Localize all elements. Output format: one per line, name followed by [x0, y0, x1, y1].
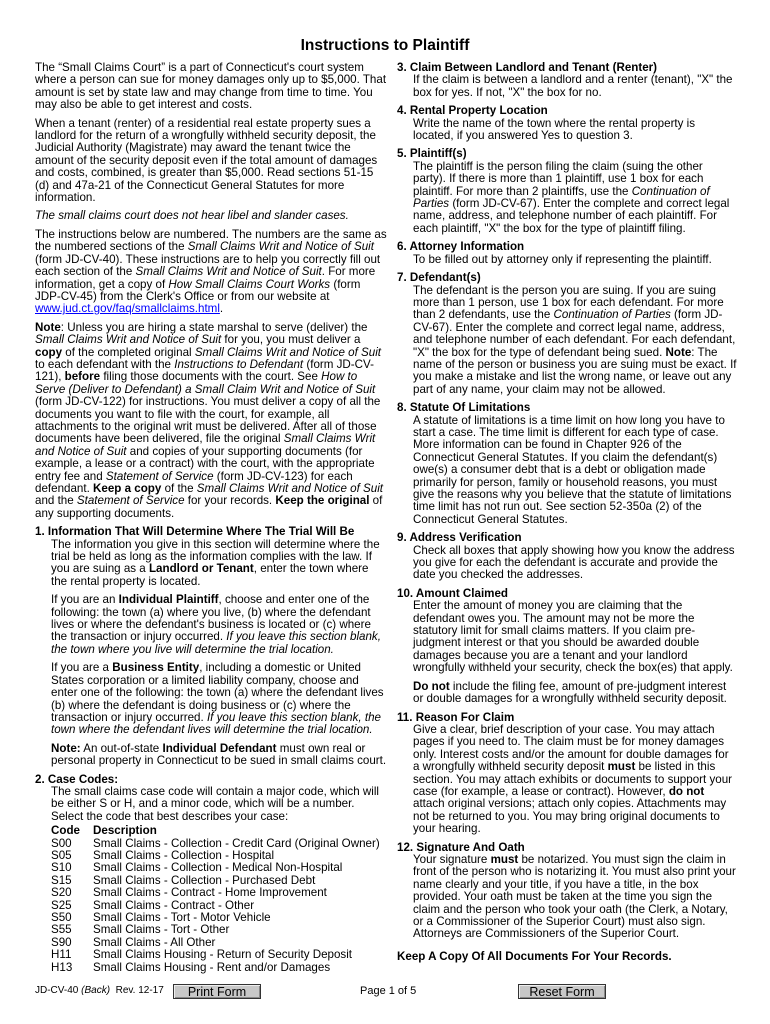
- case-code: S55: [51, 923, 72, 937]
- right-sections: [397, 62, 737, 941]
- text-run: Individual Plaintiff: [118, 593, 219, 607]
- text-run: : The name of the person or business you are suing must be exact. If you make a mistake and list the wrong name, or leave out any part of any name, your claim may not be allowed.: [413, 345, 737, 396]
- text-run: (form JD-CV-67). Enter the complete and correct legal name, address, and telephone number of each defendant. For each defendant, "X" the box for the type of defendant being sued.: [413, 308, 736, 359]
- text-run: The small claims court does not hear libel and slander cases.: [35, 209, 349, 223]
- text-run: Keep a copy: [93, 482, 162, 495]
- text-run: Note: [665, 345, 692, 359]
- section-body: [413, 724, 737, 836]
- text-run: and copies of your supporting documents (for example, a lease or a contract) with the court, with the appropriate entry fee and: [35, 444, 375, 483]
- section-heading: 9. Address Verification: [397, 531, 522, 545]
- section-body: [413, 254, 737, 266]
- text-run: (form JD-CV-40). These instructions are to help you correctly fill out each section of the: [35, 252, 381, 279]
- text-run: of any supporting documents.: [35, 494, 383, 520]
- intro-text: [35, 62, 387, 520]
- case-description: Small Claims - Contract - Home Improvement: [93, 886, 327, 900]
- text-run: Keep the original: [275, 494, 370, 508]
- text-run: include the filing fee, amount of pre-judgment interest or double damages for a wrongfully withheld security deposit.: [413, 679, 727, 706]
- case-code-row: [51, 949, 380, 961]
- section-heading: 6. Attorney Information: [397, 240, 525, 254]
- text-run: to each defendant with the: [35, 357, 175, 371]
- section: [397, 62, 737, 99]
- case-description: Small Claims - All Other: [93, 935, 216, 949]
- paragraph: [413, 118, 737, 143]
- text-run: for your records.: [184, 494, 276, 508]
- section-heading: 7. Defendant(s): [397, 271, 481, 285]
- case-description: Small Claims - Collection - Hospital: [93, 848, 275, 862]
- page-number: Page 1 of 5: [360, 985, 417, 997]
- code-header: Code: [51, 824, 80, 838]
- text-run: for you, you must deliver a: [221, 333, 361, 347]
- text-run: must: [490, 852, 519, 866]
- description-header: Description: [93, 824, 157, 838]
- section-body: [413, 118, 737, 143]
- text-run: , enter the town where the rental property is located.: [51, 562, 369, 588]
- paragraph: [51, 662, 387, 736]
- section-body: [413, 415, 737, 527]
- text-run: must: [607, 760, 636, 774]
- section: [35, 526, 387, 767]
- case-code-row: [51, 862, 380, 874]
- section: [397, 148, 737, 235]
- case-description: Small Claims - Tort - Other: [93, 923, 230, 937]
- text-run: Statement of Service: [76, 494, 185, 508]
- section-body: [413, 74, 737, 99]
- text-run: (form JD-CV-67). Enter the complete and correct legal name, address, and telephone number of each plaintiff. For each plaintiff, "X" the box for the type of plaintiff filing.: [413, 197, 730, 235]
- paragraph: [413, 74, 737, 99]
- case-code: S50: [51, 911, 72, 924]
- text-run: If you leave this section blank, the town where you live will determine the trial location.: [51, 630, 381, 656]
- case-description: Small Claims - Collection - Credit Card (Original Owner): [93, 836, 380, 850]
- case-codes: [51, 825, 387, 974]
- text-run: How to Serve (Deliver to Defendant) a Small Claim Writ and Notice of Suit: [35, 370, 376, 396]
- text-run: and the: [35, 494, 77, 508]
- text-run: Continuation of Parties: [553, 308, 671, 322]
- text-run: Small Claims Writ and Notice of Suit: [196, 482, 383, 495]
- section: [397, 532, 737, 582]
- text-run: (form JD-CV-122) for instructions. You must deliver a copy of all the documents you want to file with the court, for example, all attachments to the original writ must be delivered. After all of those documents have been delivered, file the original: [35, 395, 381, 446]
- text-run: To be filled out by attorney only if representing the plaintiff.: [413, 252, 712, 266]
- section-body: [413, 161, 737, 235]
- case-code: H13: [51, 960, 73, 974]
- case-code-row: [51, 887, 380, 899]
- case-description: Small Claims - Collection - Purchased Debt: [93, 873, 316, 887]
- text-run: Small Claims Writ and Notice of Suit: [35, 333, 222, 347]
- paragraph: [413, 545, 737, 582]
- paragraph: [35, 62, 387, 112]
- text-run: Small Claims Writ and Notice of Suit: [187, 240, 374, 254]
- text-run: The plaintiff is the person filing the claim (suing the other party). If there is more than 1 plaintiff, use 1 box for each plaintiff. For more than 2 plaintiffs, use the: [413, 159, 704, 198]
- case-code: S15: [51, 873, 72, 887]
- paragraph: [413, 161, 737, 235]
- paragraph: [413, 681, 737, 706]
- section: [397, 842, 737, 941]
- right-column: [397, 62, 737, 963]
- text-run: (form JDP-CV-45) from the Clerk's Office or from our website at: [35, 277, 361, 303]
- section: [35, 774, 387, 824]
- case-code: S20: [51, 886, 72, 900]
- section-heading: 5. Plaintiff(s): [397, 147, 467, 161]
- text-run: If the claim is between a landlord and a renter (tenant), "X" the box for yes. If not, "X" the box for no.: [413, 73, 733, 99]
- text-run: (form JD-CV-123) for each defendant.: [35, 469, 353, 495]
- case-code-row: [51, 962, 380, 974]
- form-side: (Back): [81, 985, 111, 996]
- reset-form-button[interactable]: Reset Form: [518, 984, 606, 999]
- section-body: [413, 600, 737, 705]
- text-run: The “Small Claims Court” is a part of Connecticut's court system where a person can sue for money damages only up to $5,000. That amount is set by state law and may change from time to time. You may also be able to get interest and costs.: [35, 61, 387, 112]
- section: [397, 402, 737, 526]
- text-run: (form JD-CV-121),: [35, 357, 374, 384]
- left-column: [35, 62, 387, 974]
- text-run: Small Claims Writ and Notice of Suit: [135, 265, 322, 279]
- paragraph: [35, 322, 387, 521]
- section-body: [413, 545, 737, 582]
- case-code: S10: [51, 861, 72, 875]
- text-run: Write the name of the town where the rental property is located, if you answered Yes to question 3.: [413, 116, 696, 143]
- text-run: Small Claims Writ and Notice of Suit: [35, 432, 376, 458]
- print-form-button[interactable]: Print Form: [173, 984, 261, 999]
- text-run: When a tenant (renter) of a residential real estate property sues a landlord for the return of a wrongfully withheld security deposit, the Judicial Authority (Magistrate) may award the tenant twice the amount of the security deposit even if the total amount of damages and costs, combined, is greater than $5,000. Read sections 51-15 (d) and 47a-21 of the Connecticut General Statutes for more information.: [35, 116, 378, 205]
- text-run: An out-of-state: [80, 741, 163, 755]
- form-revision: Rev. 12-17: [115, 985, 164, 996]
- case-description: Small Claims - Tort - Motor Vehicle: [93, 911, 271, 924]
- text-run: If you leave this section blank, the town where the defendant lives will determine the trial location.: [51, 710, 381, 737]
- paragraph: [51, 539, 387, 589]
- text-run: .: [219, 302, 224, 316]
- section-heading: 4. Rental Property Location: [397, 104, 548, 118]
- text-run: do not: [668, 784, 705, 798]
- case-description: Small Claims - Contract - Other: [93, 898, 255, 912]
- final-note: Keep A Copy Of All Documents For Your Records.: [397, 949, 672, 963]
- website-link[interactable]: www.jud.ct.gov/faq/smallclaims.html: [35, 302, 220, 316]
- form-id: [35, 985, 164, 997]
- section-heading: 11. Reason For Claim: [397, 710, 515, 724]
- section-heading: 12. Signature And Oath: [397, 840, 525, 854]
- paragraph: [35, 118, 387, 205]
- text-run: Landlord or Tenant: [148, 562, 254, 576]
- text-run: copy: [35, 345, 63, 359]
- text-run: : Unless you are hiring a state marshal to serve (deliver) the: [60, 320, 368, 334]
- text-run: Business Entity: [112, 661, 200, 675]
- case-code-row: [51, 924, 380, 936]
- left-sections: [35, 526, 387, 823]
- text-run: Instructions to Defendant: [174, 357, 304, 371]
- case-codes-table: [51, 825, 380, 974]
- section: [397, 588, 737, 706]
- text-run: How Small Claims Court Works: [168, 277, 331, 291]
- section-heading: 1. Information That Will Determine Where The Trial Will Be: [35, 525, 355, 539]
- page-title: Instructions to Plaintiff: [300, 37, 470, 54]
- case-description: Small Claims - Collection - Medical Non-Hospital: [93, 861, 343, 875]
- text-run: The information you give in this section will determine where the trial be held as long as the information complies with the law. If you are suing as a: [51, 537, 380, 576]
- text-run: Statement of Service: [105, 469, 214, 483]
- text-run: Note:: [51, 741, 81, 755]
- paragraph: [413, 724, 737, 836]
- section-body: [51, 786, 387, 823]
- form-number: JD-CV-40: [35, 985, 79, 996]
- section-heading: 2. Case Codes:: [35, 772, 119, 786]
- section: [397, 241, 737, 266]
- text-run: filing those documents with the court. See: [100, 370, 322, 384]
- paragraph: [35, 229, 387, 316]
- text-run: attach original versions; attach only copies. Attachments may not be returned to you. You may bring original documents to your hearing.: [413, 797, 727, 836]
- text-run: be notarized. You must sign the claim in front of the person who is notarizing it. You must also print your name clearly and your title, if you have a title, in the box provided. Your oath must be taken at the time you sign the claim and the person who took your oath (the Clerk, a Notary, or a Commissioner of the Superior Court) must also sign. Attorneys are Commissioners of the Superior Court.: [413, 852, 736, 941]
- text-run: Small Claims Writ and Notice of Suit: [194, 345, 382, 359]
- paragraph: [413, 254, 737, 266]
- text-run: The defendant is the person you are suing. If you are suing more than 1 person, use 1 box for each defendant. For more than 2 defendants, use the: [413, 283, 724, 322]
- paragraph: [51, 594, 387, 656]
- section-heading: 8. Statute Of Limitations: [397, 401, 531, 415]
- case-description: Small Claims Housing - Return of Security Deposit: [93, 948, 353, 962]
- case-code: H11: [51, 948, 72, 962]
- paragraph: [51, 743, 387, 768]
- paragraph: [413, 854, 737, 941]
- text-run: Do not: [413, 679, 450, 693]
- text-run: be listed in this section. You may attach exhibits or documents to support your case (for example, a lease or contract). However,: [413, 760, 733, 798]
- text-run: If you are an: [51, 593, 119, 607]
- text-run: Give a clear, brief description of your case. You may attach pages if you need to. The claim must be for money damages only. Interest costs and/or the amount for double damages for a wrongfully withheld security deposit: [413, 722, 729, 774]
- text-run: Individual Defendant: [162, 741, 277, 755]
- text-run: If you are a: [51, 661, 113, 675]
- text-run: A statute of limitations is a time limit on how long you have to start a case. The time limit is different for each type of case. More information can be found in Chapter 926 of the Connecticut General Statutes. If you claim the defendant(s) owe(s) a consumer debt that is a debt or obligation made primarily for person, family or household reasons, you must give the reasons why you believe that the statute of limitations time limit has not run out. See section 52-350a (2) of the Connecticut General Statutes.: [413, 413, 732, 526]
- section-body: [413, 285, 737, 397]
- text-run: The small claims case code will contain a major code, which will be either S or H, and a minor code, which will be a number. Select the code that best describes your case:: [51, 784, 379, 823]
- text-run: must own real or personal property in Connecticut to be sued in small claims court.: [51, 741, 387, 768]
- paragraph: [35, 210, 387, 222]
- text-run: Enter the amount of money you are claiming that the defendant owes you. The amount may not be more the statutory limit for small claims matters. If you claim pre-judgment interest or that you should be awarded double damages because you are a tenant and your landlord wrongfully withheld your security, check the box(es) that apply.: [413, 599, 733, 675]
- case-code: S90: [51, 935, 72, 949]
- paragraph: [413, 600, 737, 674]
- section: [397, 272, 737, 396]
- text-run: Check all boxes that apply showing how you know the address you give for each the defendant is accurate and provide the date you checked the addresses.: [413, 543, 735, 582]
- text-run: before: [64, 370, 101, 384]
- section-body: [51, 539, 387, 768]
- text-run: of the completed original: [62, 345, 195, 359]
- case-code: S05: [51, 848, 72, 862]
- section: [397, 712, 737, 836]
- case-description: Small Claims Housing - Rent and/or Damages: [93, 960, 331, 974]
- paragraph: [413, 285, 737, 397]
- text-run: , including a domestic or United States corporation or a limited liability company, choose and enter one of the following: the town (a) where the defendant lives (b) where the defendant is doing business or (c) where the transaction or injury occurred.: [51, 661, 384, 724]
- paragraph: [413, 415, 737, 527]
- text-run: . For more information, get a copy of: [35, 265, 376, 291]
- case-code: S25: [51, 898, 72, 912]
- section: [397, 105, 737, 142]
- text-run: Continuation of Parties: [413, 184, 710, 211]
- section-body: [413, 854, 737, 941]
- paragraph: [51, 786, 387, 823]
- text-run: Your signature: [413, 852, 491, 866]
- section-heading: 3. Claim Between Landlord and Tenant (Renter): [397, 61, 658, 74]
- text-run: Note: [35, 320, 61, 334]
- text-run: The instructions below are numbered. The numbers are the same as the numbered sections of the: [35, 227, 387, 254]
- case-code: S00: [51, 836, 72, 850]
- text-run: of the: [161, 482, 197, 495]
- text-run: , choose and enter one of the following: the town (a) where you live, (b) where the defendant lives or where the defendant's business is located or (c) where the transaction or injury occurred.: [51, 593, 371, 644]
- section-heading: 10. Amount Claimed: [397, 586, 509, 600]
